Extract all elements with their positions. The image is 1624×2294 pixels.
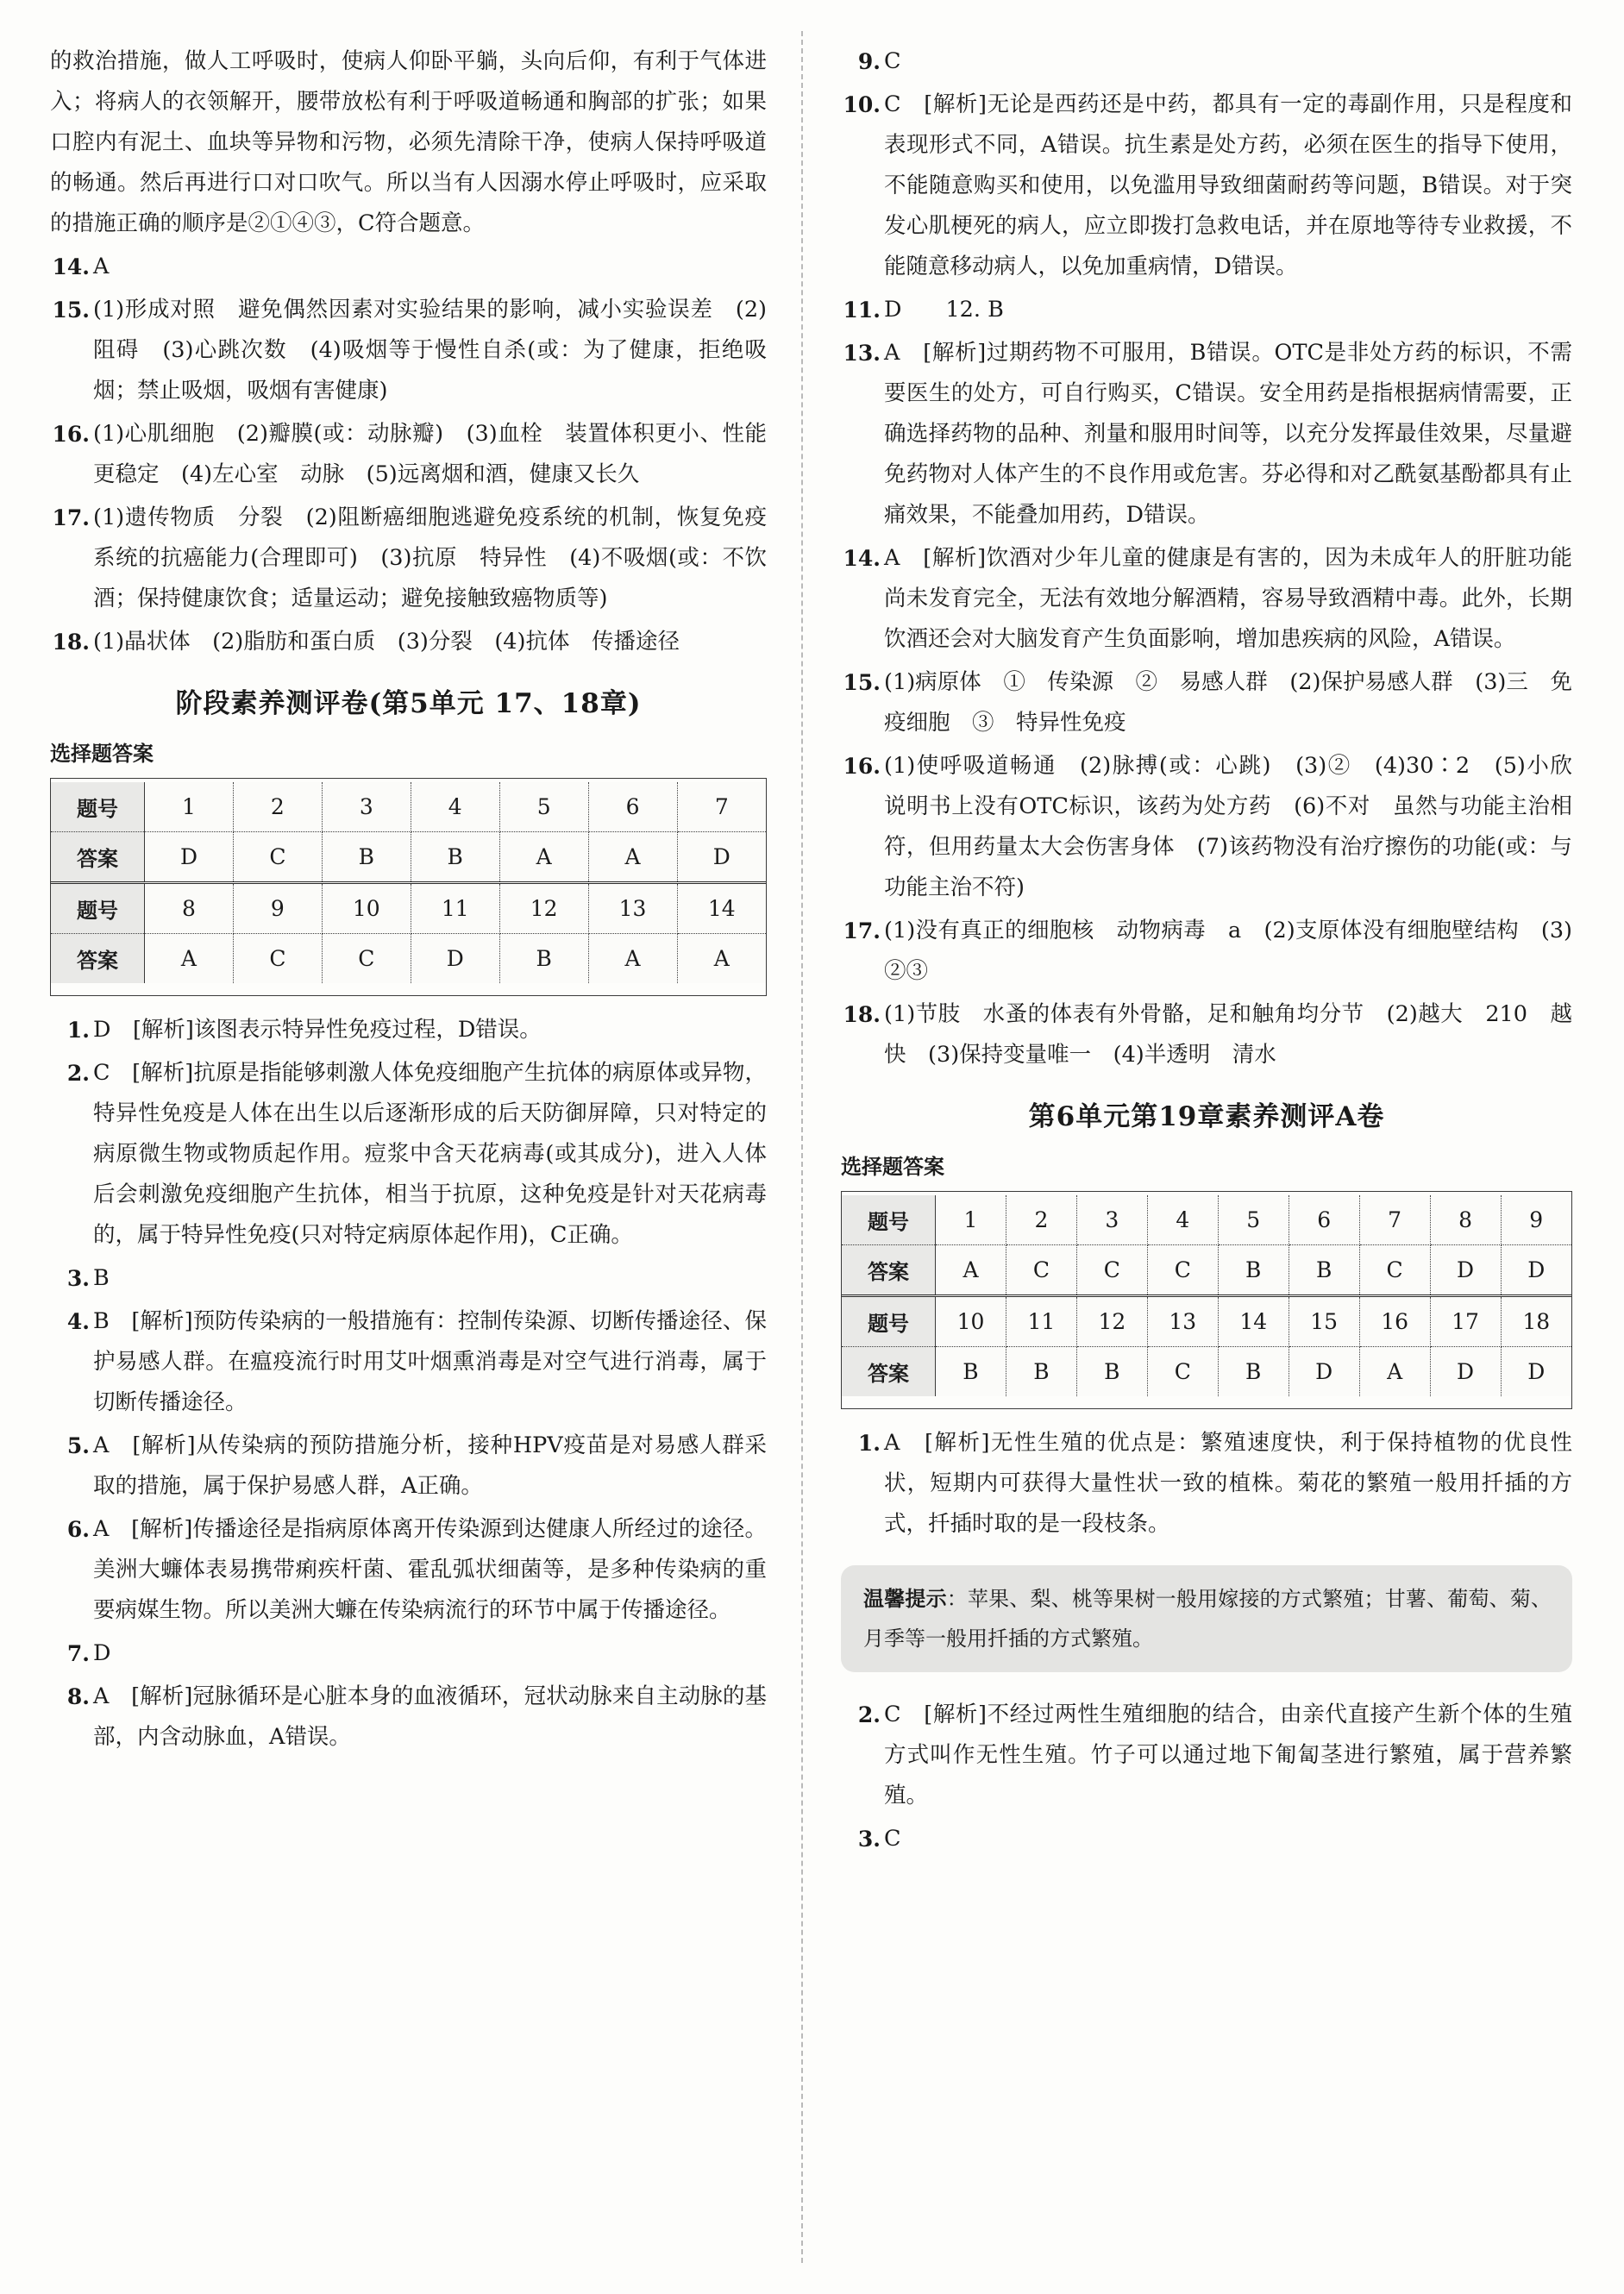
question-number-cell: 17: [1430, 1296, 1501, 1347]
entry-text: D [解析]该图表示特异性免疫过程，D错误。: [93, 1017, 542, 1043]
question-number-cell: 11: [411, 883, 499, 934]
entry-number: 1.: [66, 1018, 90, 1043]
question-number-cell: 8: [145, 883, 234, 934]
entry-number: 9.: [857, 49, 881, 74]
entry-text: C [解析]无论是西药还是中药，都具有一定的毒副作用，只是程度和表现形式不同，A错误。抗生素是处方药，必须在医生的指导下使用，不能随意购买和使用，以免滥用导致细菌耐药等问题，B错误。对于突发心肌梗死的病人，应立即拨打急救电话，并在原地等待专业救援，不能随意移动病人，以免加重病情，D错误。: [884, 91, 1572, 279]
row-label-question-number: 题号: [51, 883, 145, 934]
question-number-cell: 2: [1006, 1195, 1076, 1245]
entry-number: 2.: [66, 1061, 90, 1086]
answer-cell: D: [677, 832, 766, 883]
question-number-cell: 18: [1501, 1296, 1571, 1347]
entry-text: A [解析]从传染病的预防措施分析，接种HPV疫苗是对易感人群采取的措施，属于保护易感人群，A正确。: [93, 1432, 768, 1499]
tip-box: [841, 1565, 1572, 1672]
entry-text: (1)病原体 ① 传染源 ② 易感人群 (2)保护易感人群 (3)三 免疫细胞 ③ 特异性免疫: [884, 669, 1572, 736]
answer-cell: D: [411, 934, 499, 984]
row-label-question-number: 题号: [51, 782, 145, 832]
explanation-entry: [50, 1258, 767, 1299]
entry-number: 10.: [843, 92, 881, 117]
entry-number: 3.: [66, 1266, 90, 1291]
table-row: [51, 883, 766, 934]
answer-cell: A: [145, 934, 234, 984]
explanation-entry: [841, 911, 1572, 992]
answer-cell: B: [1006, 1347, 1076, 1397]
explanation-entry: [841, 994, 1572, 1075]
answer-cell: D: [1430, 1347, 1501, 1397]
tip-text: ：苹果、梨、桃等果树一般用嫁接的方式繁殖；甘薯、葡萄、菊、月季等一般用扦插的方式繁殖。: [863, 1587, 1552, 1651]
answer-cell: A: [588, 832, 677, 883]
explanation-entry: [50, 1301, 767, 1423]
entry-number: 14.: [843, 546, 881, 571]
answer-entry: [50, 498, 767, 619]
left-column: [0, 0, 801, 2294]
table-row: [51, 832, 766, 883]
answer-cell: A: [1359, 1347, 1430, 1397]
question-number-cell: 9: [1501, 1195, 1571, 1245]
answer-table-left: [51, 782, 766, 983]
subheading-choice-answers-left: 选择题答案: [50, 741, 154, 766]
answer-cell: B: [936, 1347, 1006, 1397]
answer-table-wrapper-left: [50, 778, 767, 996]
entry-number: 15.: [52, 298, 90, 323]
paper-title-left: 阶段素养测评卷(第5单元 17、18章): [175, 688, 642, 719]
entry-text: A [解析]饮酒对少年儿童的健康是有害的，因为未成年人的肝脏功能尚未发育完全，无法有效地分解酒精，容易导致酒精中毒。此外，长期饮酒还会对大脑发育产生负面影响，增加患疾病的风险，A错误。: [884, 545, 1572, 652]
question-number-cell: 13: [1147, 1296, 1218, 1347]
answer-table-wrapper-right: [841, 1191, 1572, 1409]
entry-text: A [解析]冠脉循环是心脏本身的血液循环，冠状动脉来自主动脉的基部，内含动脉血，A错误。: [93, 1683, 768, 1750]
answer-cell: D: [1501, 1347, 1571, 1397]
answer-cell: C: [1147, 1245, 1218, 1296]
entry-number: 13.: [843, 341, 881, 366]
explanation-entry: [841, 746, 1595, 908]
explanation-entry: [841, 538, 1572, 660]
entry-number: 1.: [857, 1431, 881, 1456]
table-row: [842, 1245, 1571, 1296]
answer-cell: D: [1289, 1347, 1359, 1397]
explanation-entry: [841, 333, 1572, 536]
answer-cell: A: [588, 934, 677, 984]
question-number-cell: 2: [233, 782, 322, 832]
answer-cell: D: [145, 832, 234, 883]
question-number-cell: 8: [1430, 1195, 1501, 1245]
entry-text: B: [93, 1265, 110, 1291]
table-row: [842, 1347, 1571, 1397]
question-number-cell: 4: [411, 782, 499, 832]
answer-cell: C: [1359, 1245, 1430, 1296]
answer-cell: B: [1076, 1347, 1147, 1397]
table-row: [842, 1296, 1571, 1347]
entry-number: 18.: [843, 1002, 881, 1027]
entry-number: 16.: [843, 754, 881, 779]
answer-cell: B: [1218, 1245, 1289, 1296]
answer-cell: B: [1218, 1347, 1289, 1397]
question-number-cell: 12: [499, 883, 588, 934]
entry-number: 8.: [66, 1684, 90, 1709]
explanation-entry: [50, 1633, 767, 1674]
entry-number: 16.: [52, 422, 90, 447]
entry-number: 14.: [52, 254, 90, 279]
question-number-cell: 10: [322, 883, 411, 934]
answer-entry: [50, 414, 767, 495]
answer-cell: C: [1076, 1245, 1147, 1296]
answer-cell: A: [936, 1245, 1006, 1296]
entry-number: 4.: [66, 1309, 90, 1334]
question-number-cell: 16: [1359, 1296, 1430, 1347]
question-number-cell: 9: [233, 883, 322, 934]
answer-cell: B: [1289, 1245, 1359, 1296]
question-number-cell: 14: [1218, 1296, 1289, 1347]
paper-title-right: 第6单元第19章素养测评A卷: [1028, 1101, 1385, 1132]
question-number-cell: 6: [1289, 1195, 1359, 1245]
explanation-entry: [841, 1695, 1572, 1816]
entry-text: D: [93, 1640, 111, 1666]
entry-text: (1)形成对照 避免偶然因素对实验结果的影响，减小实验误差 (2)阻碍 (3)心跳次数 (4)吸烟等于慢性自杀(或：为了健康，拒绝吸烟；禁止吸烟，吸烟有害健康): [93, 297, 768, 404]
question-number-cell: 7: [677, 782, 766, 832]
question-number-cell: 1: [936, 1195, 1006, 1245]
explanation-entry: [841, 85, 1572, 287]
question-number-cell: 1: [145, 782, 234, 832]
continued-paragraph: 的救治措施，做人工呼吸时，使病人仰卧平躺，头向后仰，有利于气体进入；将病人的衣领解开，腰带放松有利于呼吸道畅通和胸部的扩张；如果口腔内有泥土、血块等异物和污物，必须先清除干净，使病人保持呼吸道的畅通。然后再进行口对口吹气。所以当有人因溺水停止呼吸时，应采取的措施正确的顺序是②①④③，C符合题意。: [50, 48, 768, 236]
entry-text: C: [884, 1826, 901, 1852]
entry-text: (1)心肌细胞 (2)瓣膜(或：动脉瓣) (3)血栓 装置体积更小、性能更稳定 (4)左心室 动脉 (5)远离烟和酒，健康又长久: [93, 421, 768, 487]
answer-entry: [50, 247, 767, 287]
answer-entry: [50, 622, 767, 662]
entry-number: 5.: [66, 1433, 90, 1458]
explanation-entry: [50, 1053, 767, 1256]
question-number-cell: 13: [588, 883, 677, 934]
answer-cell: D: [1501, 1245, 1571, 1296]
question-number-cell: 14: [677, 883, 766, 934]
entry-text: (1)遗传物质 分裂 (2)阻断癌细胞逃避免疫系统的机制，恢复免疫系统的抗癌能力(合理即可) (3)抗原 特异性 (4)不吸烟(或：不饮酒；保持健康饮食；适量运动；避免接触致癌物质等): [93, 505, 768, 611]
entry-number: 2.: [857, 1702, 881, 1727]
subheading-choice-answers-right: 选择题答案: [841, 1154, 945, 1179]
question-number-cell: 7: [1359, 1195, 1430, 1245]
table-row: [842, 1195, 1571, 1245]
entry-text: (1)节肢 水蚤的体表有外骨骼，足和触角均分节 (2)越大 210 越快 (3)保持变量唯一 (4)半透明 清水: [884, 1001, 1572, 1068]
question-number-cell: 5: [1218, 1195, 1289, 1245]
answer-cell: B: [411, 832, 499, 883]
explanation-entry: [50, 1509, 767, 1631]
table-row: [51, 934, 766, 984]
entry-text: C: [884, 48, 901, 74]
answer-cell: C: [1006, 1245, 1076, 1296]
answer-cell: B: [322, 832, 411, 883]
question-number-cell: 3: [322, 782, 411, 832]
entry-text: (1)没有真正的细胞核 动物病毒 a (2)支原体没有细胞壁结构 (3)②③: [884, 918, 1572, 984]
explanation-entry: [50, 1426, 767, 1507]
explanation-entry: [50, 1010, 767, 1050]
entry-text: A [解析]过期药物不可服用，B错误。OTC是非处方药的标识，不需要医生的处方，可自行购买，C错误。安全用药是指根据病情需要，正确选择药物的品种、剂量和服用时间等，以充分发挥最佳效果，尽量避免药物对人体产生的不良作用或危害。芬必得和对乙酰氨基酚都具有止痛效果，不能叠加用药，D错误。: [884, 340, 1572, 528]
answer-cell: D: [1430, 1245, 1501, 1296]
row-label-question-number: 题号: [842, 1195, 936, 1245]
answer-entry: [50, 290, 767, 411]
entry-text: C [解析]不经过两性生殖细胞的结合，由亲代直接产生新个体的生殖方式叫作无性生殖。竹子可以通过地下匍匐茎进行繁殖，属于营养繁殖。: [884, 1702, 1572, 1808]
answer-cell: C: [322, 934, 411, 984]
explanation-entry: [841, 1819, 1572, 1859]
entry-text: A: [93, 254, 110, 279]
entry-number: 15.: [843, 670, 881, 695]
right-column: [805, 0, 1624, 2294]
question-number-cell: 15: [1289, 1296, 1359, 1347]
answer-cell: C: [1147, 1347, 1218, 1397]
question-number-cell: 4: [1147, 1195, 1218, 1245]
explanation-entry: [841, 41, 1572, 82]
question-number-cell: 12: [1076, 1296, 1147, 1347]
row-label-answer: 答案: [51, 934, 145, 984]
answer-cell: C: [233, 832, 322, 883]
entry-text: (1)晶状体 (2)脂肪和蛋白质 (3)分裂 (4)抗体 传播途径: [93, 629, 680, 655]
explanation-entry: [841, 290, 1572, 330]
entry-number: 17.: [52, 505, 90, 530]
answer-cell: A: [499, 832, 588, 883]
entry-number: 18.: [52, 630, 90, 655]
entry-text: A [解析]无性生殖的优点是：繁殖速度快，利于保持植物的优良性状，短期内可获得大量性状一致的植株。菊花的繁殖一般用扦插的方式，扦插时取的是一段枝条。: [884, 1430, 1572, 1537]
entry-number: 6.: [66, 1517, 90, 1542]
answer-cell: A: [677, 934, 766, 984]
entry-text: (1)使呼吸道畅通 (2)脉搏(或：心跳) (3)② (4)30∶2 (5)小欣 说明书上没有OTC标识，该药为处方药 (6)不对 虽然与功能主治相符，但用药量太大会伤害身体 (7)该药物没有治疗擦伤的功能(或：与功能主治不符): [884, 753, 1595, 900]
row-label-answer: 答案: [842, 1245, 936, 1296]
answer-table-right: [842, 1195, 1571, 1396]
entry-number: 7.: [66, 1641, 90, 1666]
answer-cell: C: [233, 934, 322, 984]
explanation-entry: [50, 1677, 767, 1758]
answer-cell: B: [499, 934, 588, 984]
question-number-cell: 10: [936, 1296, 1006, 1347]
entry-number: 3.: [857, 1827, 881, 1852]
entry-text: D 12. B: [884, 297, 1004, 323]
row-label-question-number: 题号: [842, 1296, 936, 1347]
question-number-cell: 6: [588, 782, 677, 832]
question-number-cell: 3: [1076, 1195, 1147, 1245]
question-number-cell: 11: [1006, 1296, 1076, 1347]
entry-number: 11.: [843, 298, 881, 323]
question-number-cell: 5: [499, 782, 588, 832]
explanation-entry: [841, 662, 1572, 743]
row-label-answer: 答案: [842, 1347, 936, 1397]
explanation-entry: [841, 1423, 1572, 1545]
tip-label: 温馨提示: [863, 1587, 947, 1611]
entry-text: C [解析]抗原是指能够刺激人体免疫细胞产生抗体的病原体或异物，特异性免疫是人体在出生以后逐渐形成的后天防御屏障，只对特定的病原微生物或物质起作用。痘浆中含天花病毒(或其成分)，进入人体后会刺激免疫细胞产生抗体，相当于抗原，这种免疫是针对天花病毒的，属于特异性免疫(只对特定病原体起作用)，C正确。: [93, 1060, 768, 1248]
table-row: [51, 782, 766, 832]
row-label-answer: 答案: [51, 832, 145, 883]
entry-text: A [解析]传播途径是指病原体离开传染源到达健康人所经过的途径。美洲大蠊体表易携带痢疾杆菌、霍乱弧状细菌等，是多种传染病的重要病媒生物。所以美洲大蠊在传染病流行的环节中属于传播途径。: [93, 1516, 768, 1623]
entry-text: B [解析]预防传染病的一般措施有：控制传染源、切断传播途径、保护易感人群。在瘟疫流行时用艾叶烟熏消毒是对空气进行消毒，属于切断传播途径。: [93, 1308, 768, 1415]
entry-number: 17.: [843, 918, 881, 943]
